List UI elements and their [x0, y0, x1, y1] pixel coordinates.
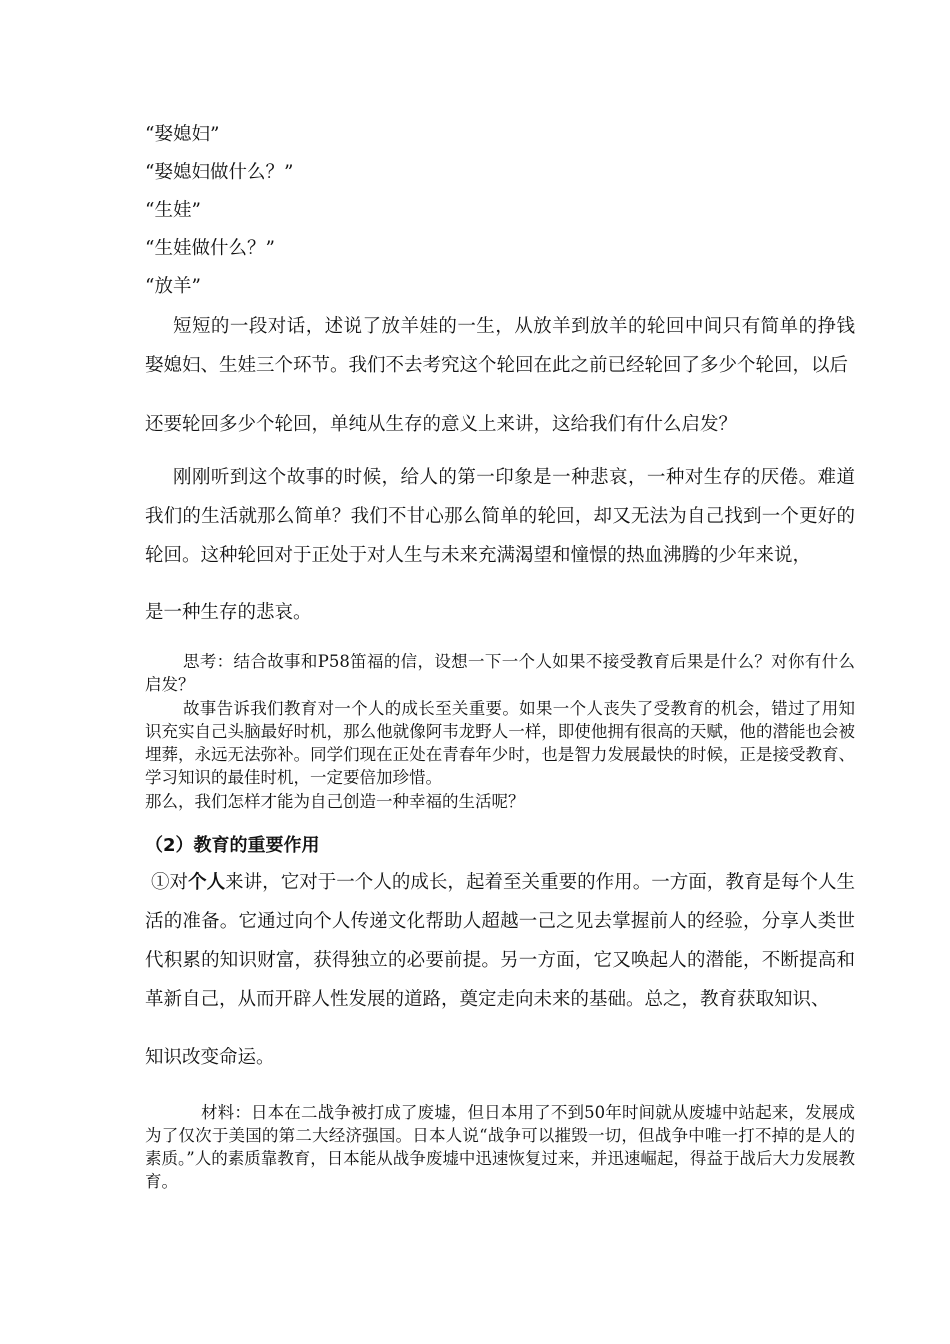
dialogue-line-3: “生娃” [145, 200, 201, 221]
dialogue-line-4: “生娃做什么？” [145, 238, 275, 259]
paragraph-reflection: 短短的一段对话，述说了放羊娃的一生，从放羊到放羊的轮回中间只有简单的挣钱娶媳妇、生娃三个环节。我们不去考究这个轮回在此之前已经轮回了多少个轮回，以后 [145, 316, 855, 376]
paragraph-impression: 刚刚听到这个故事的时候，给人的第一印象是一种悲哀，一种对生存的厌倦。难道我们的生活就那么简单？我们不甘心那么简单的轮回，却又无法为自己找到一个更好的轮回。这种轮回对于正处于对人生与未来充满渴望和憧憬的热血沸腾的少年来说， [145, 467, 855, 566]
paragraph-individual-role-tail: 知识改变命运。 [145, 1047, 275, 1068]
section-heading: （2）教育的重要作用 [145, 835, 320, 856]
individual-role-body: 来讲，它对于一个人的成长，起着至关重要的作用。一方面，教育是每个人生活的准备。它通过向个人传递文化帮助人超越一己之见去掌握前人的经验，分享人类世代积累的知识财富，获得独立的必要前提。另一方面，它又唤起人的潜能，不断提高和革新自己，从而开辟人性发展的道路，奠定走向未来的基础。总之，教育获取知识、 [145, 872, 855, 1010]
paragraph-individual-role [145, 863, 855, 1019]
paragraph-impression-tail: 是一种生存的悲哀。 [145, 602, 312, 623]
dialogue-line-5: “放羊” [145, 276, 201, 297]
individual-role-lead: ①对 [151, 872, 189, 893]
think-followup: 那么，我们怎样才能为自己创造一种幸福的生活呢？ [145, 792, 525, 811]
material-paragraph: 材料：日本在二战争被打成了废墟，但日本用了不到50年时间就从废墟中站起来，发展成为了仅次于美国的第二大经济强国。日本人说“战争可以摧毁一切，但战争中唯一打不掉的是人的素质。”人的素质靠教育，日本能从战争废墟中迅速恢复过来，并迅速崛起，得益于战后大力发展教育。 [145, 1103, 855, 1191]
dialogue-line-2: “娶媳妇做什么？” [145, 162, 294, 183]
dialogue-line-1: “娶媳妇” [145, 124, 220, 145]
individual-role-keyword: 个人 [188, 872, 226, 893]
paragraph-reflection-tail: 还要轮回多少个轮回，单纯从生存的意义上来讲，这给我们有什么启发？ [145, 414, 738, 435]
think-answer: 故事告诉我们教育对一个人的成长至关重要。如果一个人丧失了受教育的机会，错过了用知识充实自己头脑最好时机，那么他就像阿韦龙野人一样，即使他拥有很高的天赋，他的潜能也会被埋葬，永远无法弥补。同学们现在正处在青春年少时，也是智力发展最快的时候，正是接受教育、学习知识的最佳时机，一定要倍加珍惜。 [145, 699, 855, 787]
think-question: 思考：结合故事和P58笛福的信，设想一下一个人如果不接受教育后果是什么？对你有什么启发？ [145, 652, 855, 694]
